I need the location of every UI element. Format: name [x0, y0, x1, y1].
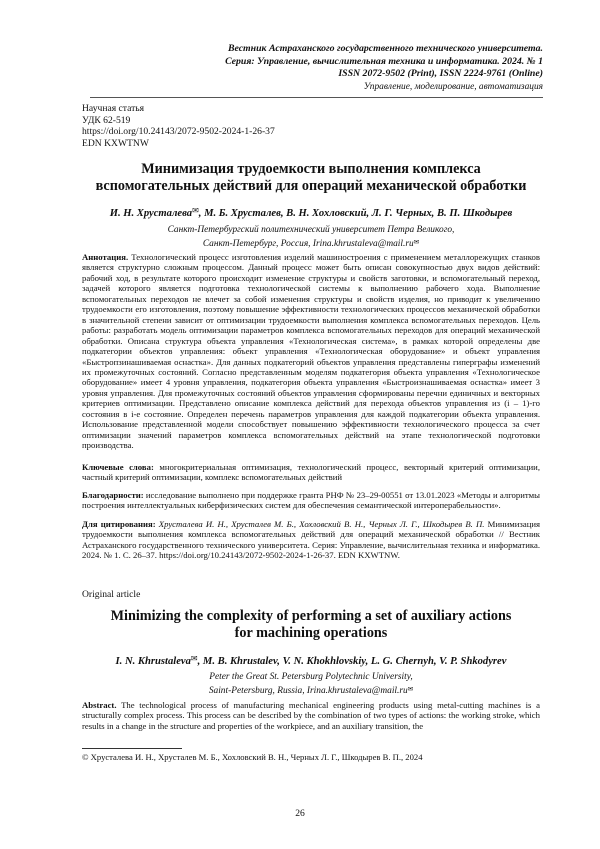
title-en-line1: Minimizing the complexity of performing a set of auxiliary actions [110, 608, 512, 624]
citation-ru [82, 519, 540, 561]
journal-series-line: Серия: Управление, вычислительная техника и информатика. 2024. № 1 [225, 55, 543, 67]
authors-ru [82, 206, 540, 219]
affiliation-ru [82, 225, 540, 250]
header-divider [90, 97, 543, 98]
affiliation-ru-line1: Санкт-Петербургский политехнический университет Петра Великого, [167, 225, 455, 235]
title-en-line2: for machining operations [234, 625, 388, 641]
footnote-divider [82, 748, 182, 749]
abstract-en-text: The technological process of manufacturing mechanical engineering products using metal-cutting machines is a structurally complex process. This process can be described by the combination of two types of actions: the working stroke, which results in a change in the structure and properties of the workpiece, and an auxiliary transition, the [82, 700, 540, 731]
cite-ru-label: Для цитирования: [82, 519, 156, 529]
corresponding-author-ru: И. Н. Хрусталева [109, 208, 193, 219]
envelope-icon: ✉ [413, 238, 420, 246]
affiliation-en-line2: Saint-Petersburg, Russia, Irina.khrustaleva@mail.ru [208, 685, 408, 696]
article-meta [82, 103, 275, 149]
affiliation-en-line1: Peter the Great St. Petersburg Polytechnic University, [209, 672, 413, 682]
abstract-en [82, 700, 540, 731]
title-ru-line1: Минимизация трудоемкости выполнения комплекса [141, 161, 481, 177]
abstract-ru-label: Аннотация. [82, 252, 129, 262]
ack-ru-label: Благодарности: [82, 490, 144, 500]
journal-header [90, 43, 543, 93]
abstract-ru-text: Технологический процесс изготовления изделий машиностроения с применением металлорежущих станков является структурно сложным процессом. Данный процесс может быть описан совокупностью двух видов действий: рабочий ход, в результате которого происходит изменение структуры и свойств заготовки, и вспомогательный переход, задачей которого является подготовка технологической системы к выполнению рабочего хода. Выполнение вспомогательных переходов не влечет за собой изменения структуры и свойств изделия, но приводит к увеличению трудоемкости его изготовления, поэтому повышение эффективности технологических процессов механической обработки в значительной степени зависит от оптимизации трудоемкости выполнения комплекса вспомогательных переходов. Цель работы: разработать модель оптимизации параметров комплекса вспомогательных переходов для операций механической обработки. Описана структура объекта управления «Технологическая система», в рамках которой определены две подкатегории объектов управления: объект управления «Технологическая оборудование» и объект управления «Быстропзинашиваемая оснастка». Для данных подкатегорий объектов управления представлены гиперграфы изменений их промежуточных состояний. Согласно представленным моделям подкатегория объекта управления «Технологическое оборудование» имеет 4 уровня управления, подкатегория объекта управления «Быстроизнашиваемая оснастка» имеет 3 уровня управления. Для промежуточных состояний объектов управления сформированы перечни единичных и векторных критериев оптимизации. Представлено описание комплекса действий для перехода объектов управления из (i – 1)-го состояния в i-е состояние. Определен перечень параметров управления для каждой подкатегории объекта управления. Использование представленной модели способствует повышению эффективности технологического процесса за счет оптимизации значений параметров комплекса вспомогательных действий на этапе технологической подготовки производства. [82, 252, 540, 451]
title-ru-line2: вспомогательных действий для операций механической обработки [95, 178, 527, 194]
abstract-en-label: Abstract. [82, 700, 117, 710]
keywords-ru [82, 462, 540, 483]
co-authors-en: , M. B. Khrustalev, V. N. Khokhlovskiy, L. G. Chernyh, V. P. Shkodyrev [197, 656, 507, 667]
cite-ru-authors: Хрусталева И. Н., Хрусталев М. Б., Хохловский В. Н., Черных Л. Г., Шкодырев В. П. [158, 519, 485, 529]
journal-issn-line: ISSN 2072-9502 (Print), ISSN 2224-9761 (Online) [338, 68, 543, 80]
authors-en [82, 654, 540, 667]
journal-rubric: Управление, моделирование, автоматизация [363, 81, 543, 92]
corresponding-author-en: I. N. Khrustaleva [115, 656, 191, 667]
article-title-ru [82, 161, 540, 195]
co-authors-ru: , М. Б. Хрусталев, В. Н. Хохловский, Л. Г. Черных, В. П. Шкодырев [198, 208, 513, 219]
acknowledgements-ru [82, 490, 540, 511]
affiliation-ru-line2: Санкт-Петербург, Россия, Irina.khrustaleva@mail.ru [202, 238, 414, 249]
udk-code: УДК 62-519 [82, 114, 131, 126]
cite-ru-text: Минимизация трудоемкости выполнения комплекса вспомогательных действий для операций механической обработки // Вестник Астраханского государственного технического университета. Серия: Управление, вычислительная техника и информатика. 2024. № 1. С. 26–37. https://doi.org/10.24143/2072-9502-2024-1-26-37. EDN KXWTNW. [82, 519, 541, 561]
envelope-icon: ✉ [190, 654, 198, 663]
original-article-label: Original article [82, 589, 141, 600]
ack-ru-text: исследование выполнено при поддержке гранта РНФ № 23–29-00551 от 13.01.2023 «Методы и алгоритмы построения интеллектуальных киберфизических систем для обеспечения семантической интероперабельности». [82, 490, 541, 511]
keywords-ru-text: многокритериальная оптимизация, технологический процесс, векторный критерий оптимизации, частный критерий оптимизации, комплекс вспомогательных действий [82, 462, 540, 483]
envelope-icon: ✉ [192, 206, 199, 215]
envelope-icon: ✉ [407, 685, 414, 693]
doi-link[interactable]: https://doi.org/10.24143/2072-9502-2024-1-26-37 [82, 126, 275, 138]
keywords-ru-label: Ключевые слова: [82, 462, 154, 472]
page-number: 26 [295, 808, 305, 819]
copyright-notice: © Хрусталева И. Н., Хрусталев М. Б., Хохловский В. Н., Черных Л. Г., Шкодырев В. П., 2024 [82, 752, 423, 762]
journal-title-line: Вестник Астраханского государственного технического университета. [227, 43, 543, 54]
affiliation-en [82, 672, 540, 697]
edn-code: EDN KXWTNW [82, 137, 149, 149]
article-title-en [82, 608, 540, 642]
abstract-ru [82, 252, 540, 451]
article-type: Научная статья [82, 103, 145, 114]
